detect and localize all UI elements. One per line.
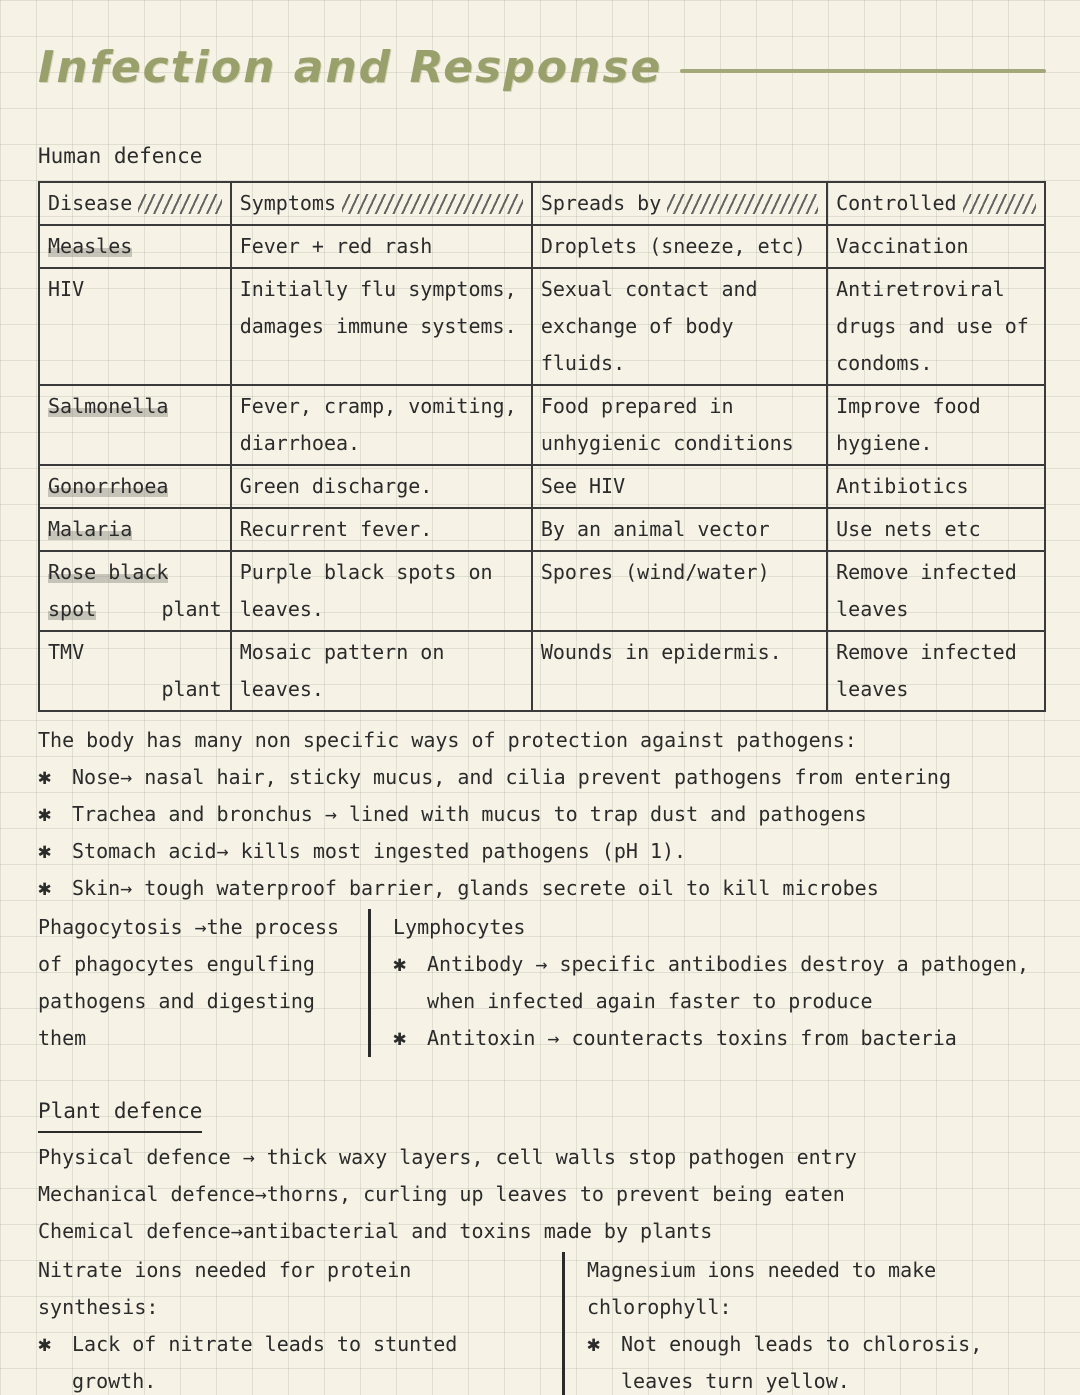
spreads-cell: Wounds in epidermis. — [532, 631, 827, 711]
spreads-cell: Food prepared in unhygienic conditions — [532, 385, 827, 465]
body-defences-intro: The body has many non specific ways of protection against pathogens: — [38, 728, 857, 752]
table-row — [39, 225, 1045, 268]
table-row — [39, 268, 1045, 385]
phagocytosis-text: Phagocytosis →the process of phagocytes engulfing pathogens and digesting them — [38, 915, 340, 1050]
spreads-cell: Droplets (sneeze, etc) — [532, 225, 827, 268]
table-header-row — [39, 182, 1045, 225]
table-row — [39, 551, 1045, 631]
star-bullet-icon: ✱ — [393, 1026, 407, 1051]
controlled-cell: Remove infected leaves — [827, 631, 1045, 711]
disease-cell: Rose black spot plant — [39, 551, 231, 631]
disease-cell: HIV — [39, 268, 231, 385]
star-bullet-icon: ✱ — [38, 1332, 52, 1357]
plant-defence-line: Physical defence → thick waxy layers, cell walls stop pathogen entry — [38, 1145, 857, 1169]
list-item: ✱ Skin→ tough waterproof barrier, glands secrete oil to kill microbes — [38, 870, 1046, 907]
list-item: ✱ Not enough leads to chlorosis, leaves turn yellow. — [587, 1326, 1046, 1395]
col-header-disease: Disease — [39, 182, 231, 225]
page-title: Infection and Response — [38, 42, 663, 93]
hatch-decoration-icon — [963, 194, 1036, 214]
table-row — [39, 465, 1045, 508]
plant-note: plant — [161, 677, 222, 701]
spreads-cell: Spores (wind/water) — [532, 551, 827, 631]
star-bullet-icon: ✱ — [38, 839, 52, 864]
controlled-cell: Improve food hygiene. — [827, 385, 1045, 465]
phagocytosis-lymphocytes-columns — [38, 909, 1046, 1057]
plant-defence-line: Chemical defence→antibacterial and toxins made by plants — [38, 1219, 713, 1243]
controlled-cell: Vaccination — [827, 225, 1045, 268]
star-bullet-icon: ✱ — [38, 765, 52, 790]
table-row — [39, 385, 1045, 465]
hatch-decoration-icon — [138, 194, 221, 214]
controlled-cell: Use nets etc — [827, 508, 1045, 551]
star-bullet-icon: ✱ — [38, 802, 52, 827]
list-item: ✱ Stomach acid→ kills most ingested pathogens (pH 1). — [38, 833, 1046, 870]
nitrate-column — [38, 1252, 562, 1395]
ions-columns — [38, 1252, 1046, 1395]
col-header-spreads: Spreads by — [532, 182, 827, 225]
plant-defence-section — [38, 1093, 1046, 1250]
phagocytosis-column — [38, 909, 368, 1057]
hatch-decoration-icon — [667, 194, 818, 214]
spreads-cell: By an animal vector — [532, 508, 827, 551]
human-defence-table — [38, 181, 1046, 712]
controlled-cell: Antibiotics — [827, 465, 1045, 508]
title-row — [38, 40, 1046, 96]
star-bullet-icon: ✱ — [587, 1332, 601, 1357]
disease-cell: Salmonella — [39, 385, 231, 465]
disease-cell: Malaria — [39, 508, 231, 551]
spreads-cell: See HIV — [532, 465, 827, 508]
body-defences-section — [38, 722, 1046, 907]
nitrate-heading-line2: synthesis: — [38, 1295, 159, 1319]
symptoms-cell: Purple black spots on leaves. — [231, 551, 532, 631]
magnesium-heading-line2: chlorophyll: — [587, 1295, 732, 1319]
symptoms-cell: Recurrent fever. — [231, 508, 532, 551]
disease-cell: TMV plant — [39, 631, 231, 711]
plant-note: plant — [161, 597, 222, 621]
human-defence-heading: Human defence — [38, 144, 203, 168]
col-header-controlled: Controlled — [827, 182, 1045, 225]
symptoms-cell: Initially flu symptoms, damages immune systems. — [231, 268, 532, 385]
disease-cell: Gonorrhoea — [39, 465, 231, 508]
symptoms-cell: Fever, cramp, vomiting, diarrhoea. — [231, 385, 532, 465]
plant-defence-line: Mechanical defence→thorns, curling up leaves to prevent being eaten — [38, 1182, 845, 1206]
nitrate-heading: Nitrate ions needed for protein — [38, 1258, 412, 1282]
list-item: ✱ Antitoxin → counteracts toxins from bacteria — [393, 1020, 1046, 1057]
table-row — [39, 631, 1045, 711]
lymphocytes-heading: Lymphocytes — [393, 915, 526, 939]
col-header-symptoms: Symptoms — [231, 182, 532, 225]
lymphocytes-column — [368, 909, 1046, 1057]
symptoms-cell: Fever + red rash — [231, 225, 532, 268]
list-item: ✱ Nose→ nasal hair, sticky mucus, and cilia prevent pathogens from entering — [38, 759, 1046, 796]
plant-defence-heading: Plant defence — [38, 1093, 202, 1133]
symptoms-cell: Green discharge. — [231, 465, 532, 508]
list-item: ✱ Trachea and bronchus → lined with mucus to trap dust and pathogens — [38, 796, 1046, 833]
controlled-cell: Antiretroviral drugs and use of condoms. — [827, 268, 1045, 385]
controlled-cell: Remove infected leaves — [827, 551, 1045, 631]
disease-cell: Measles — [39, 225, 231, 268]
star-bullet-icon: ✱ — [38, 876, 52, 901]
table-row — [39, 508, 1045, 551]
symptoms-cell: Mosaic pattern on leaves. — [231, 631, 532, 711]
magnesium-heading: Magnesium ions needed to make — [587, 1258, 937, 1282]
list-item: ✱ Lack of nitrate leads to stunted growth. — [38, 1326, 544, 1395]
magnesium-column — [562, 1252, 1046, 1395]
star-bullet-icon: ✱ — [393, 952, 407, 977]
spreads-cell: Sexual contact and exchange of body fluids. — [532, 268, 827, 385]
title-underline — [680, 69, 1046, 73]
hatch-decoration-icon — [342, 194, 523, 214]
list-item: ✱ Antibody → specific antibodies destroy a pathogen, when infected again faster to produce — [393, 946, 1046, 1020]
